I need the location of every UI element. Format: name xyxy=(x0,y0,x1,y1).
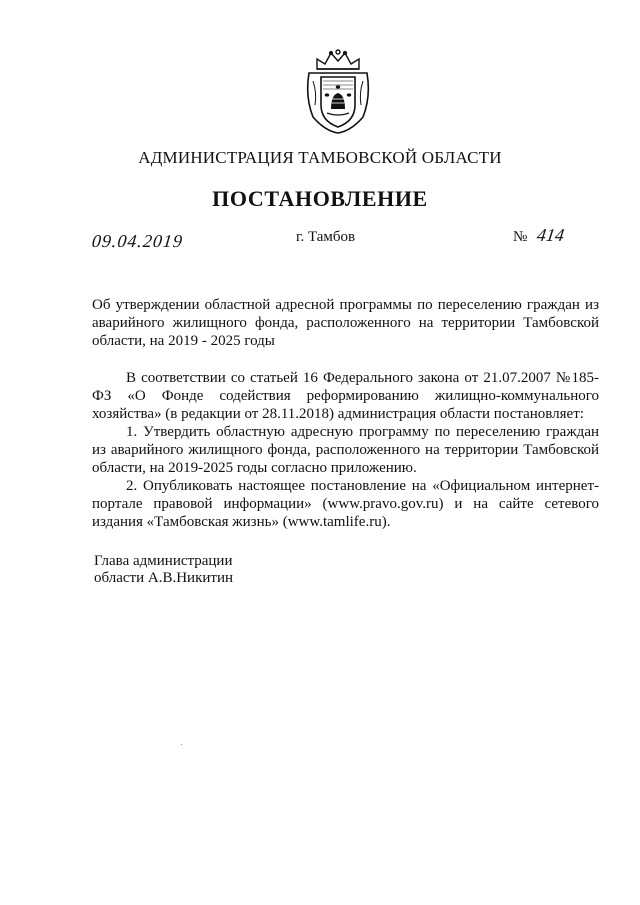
document-number-value: 414 xyxy=(535,225,566,245)
body-item-2-paragraph: 2. Опубликовать настоящее постановление на «Официальном интернет-портале правовой информации» (www.pravo.gov.ru) и на сайте сетевого издания «Тамбовская жизнь» (www.tamlife.ru). xyxy=(92,478,599,530)
document-city: г. Тамбов xyxy=(296,229,356,245)
document-subject: Об утверждении областной адресной программы по переселению граждан из аварийного жилищного фонда, расположенного на территории Тамбовской области, на 2019 - 2025 годы xyxy=(92,297,599,349)
document-type-heading: ПОСТАНОВЛЕНИЕ xyxy=(212,186,428,211)
organization-title: АДМИНИСТРАЦИЯ ТАМБОВСКОЙ ОБЛАСТИ xyxy=(138,148,502,167)
body-item-1-paragraph: 1. Утвердить областную адресную программу по переселению граждан из аварийного жилищного фонда, расположенного на территории Тамбовской области, на 2019-2025 годы согласно приложению. xyxy=(92,424,599,476)
document-date: 09.04.2019 xyxy=(91,231,185,251)
signature-position: Глава администрации xyxy=(94,553,233,569)
document-body xyxy=(92,369,599,531)
document-number-label: № xyxy=(513,229,528,245)
signature-name: области А.В.Никитин xyxy=(94,570,234,586)
tambov-coat-of-arms-icon xyxy=(303,47,373,135)
body-intro-paragraph: В соответствии со статьей 16 Федерального закона от 21.07.2007 №185-ФЗ «О Фонде содействия реформированию жилищно-коммунального хозяйства» (в редакции от 28.11.2018) администрация области постановляет: xyxy=(92,370,599,422)
scan-artifact-dot xyxy=(181,744,182,745)
signature-block xyxy=(94,553,233,587)
